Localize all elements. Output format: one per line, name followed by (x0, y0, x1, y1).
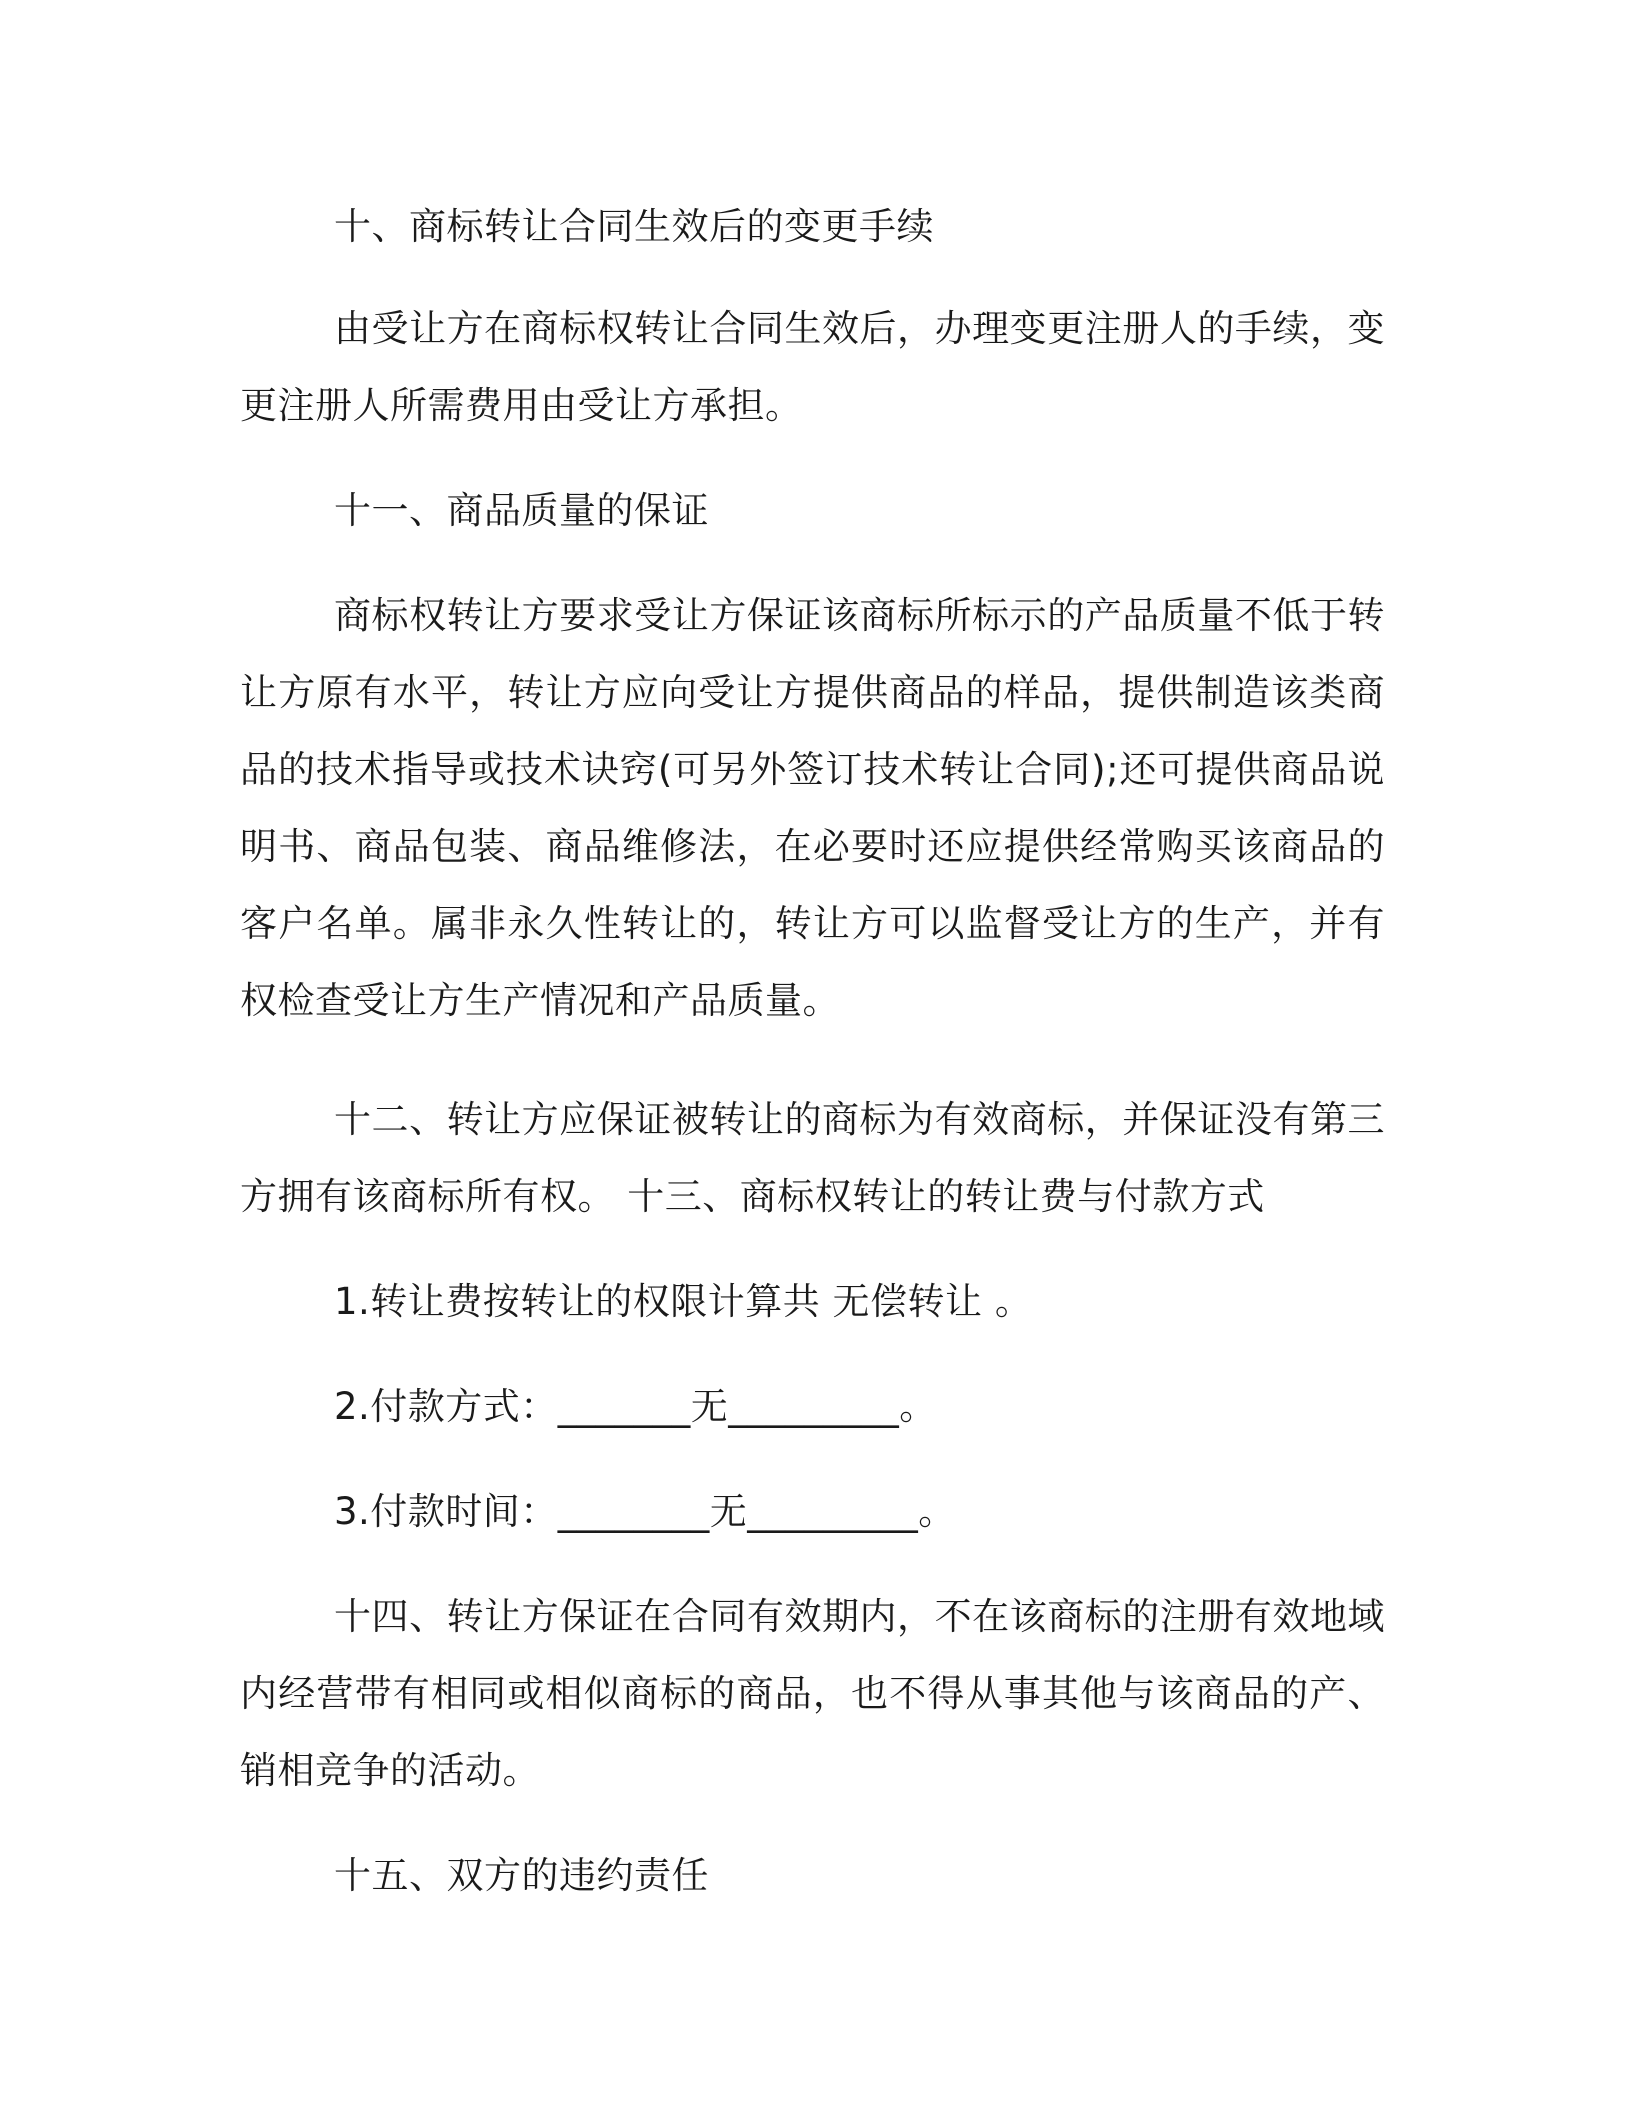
section-15-heading: 十五、双方的违约责任 (334, 1854, 709, 1897)
section-11-body: 商标权转让方要求受让方保证该商标所标示的产品质量不低于转让方原有水平，转让方应向受让方提供商品的样品，提供制造该类商品的技术指导或技术诀窍(可另外签订技术转让合同);还可提供商品说明书、商品包装、商品维修法，在必要时还应提供经常购买该商品的客户名单。属非永久性转让的，转让方可以监督受让方的生产，并有权检查受让方生产情况和产品质量。 (240, 594, 1385, 1022)
section-10-heading: 十、商标转让合同生效后的变更手续 (334, 205, 934, 248)
section-14-paragraph: 十四、转让方保证在合同有效期内，不在该商标的注册有效地域内经营带有相同或相似商标的商品，也不得从事其他与该商品的产、销相竞争的活动。 (240, 1595, 1385, 1792)
section-10-body: 由受让方在商标权转让合同生效后，办理变更注册人的手续，变更注册人所需费用由受让方承担。 (240, 307, 1385, 427)
section-12-13-paragraph: 十二、转让方应保证被转让的商标为有效商标，并保证没有第三方拥有该商标所有权。 十三、商标权转让的转让费与付款方式 (240, 1098, 1385, 1218)
fee-item-2: 2.付款方式：_______无_________。 (334, 1385, 937, 1428)
document-body (240, 188, 1385, 1914)
fee-item-3: 3.付款时间：________无_________。 (334, 1490, 956, 1533)
fee-item-1: 1.转让费按转让的权限计算共 无偿转让 。 (334, 1280, 1033, 1323)
section-11-heading: 十一、商品质量的保证 (334, 489, 709, 532)
